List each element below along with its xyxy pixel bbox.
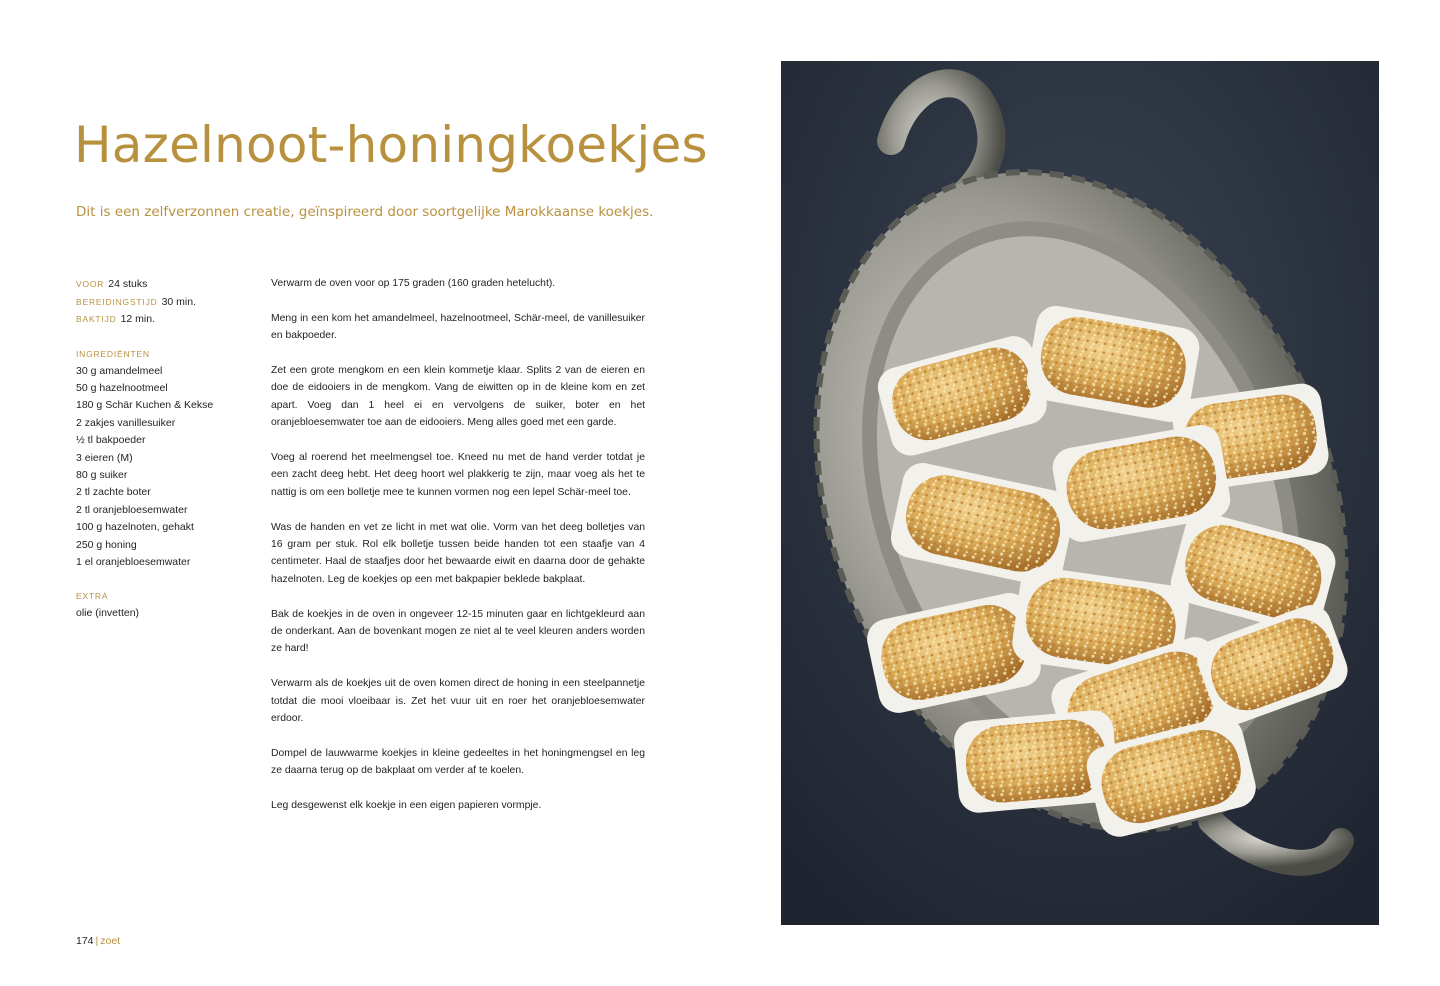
extra-section [76,588,256,622]
method-step: Dompel de lauwwarme koekjes in kleine gedeeltes in het honingmengsel en leg ze daarna terug op de bakplaat om verder af te koelen. [271,747,645,777]
cookies-photo [781,61,1379,925]
servings-row [76,276,256,294]
method-step: Verwarm de oven voor op 175 graden (160 graden hetelucht). [271,278,556,289]
method-steps [271,275,645,832]
ingredient-item: 2 tl oranjebloesemwater [76,503,188,516]
method-step: Zet een grote mengkom en een klein kommetje klaar. Splits 2 van de eieren en doe de eidooiers in de mengkom. Vang de eiwitten op in de kleine kom en zet apart. Voeg dan 1 heel ei en vervolgens de suiker, boter en het oranjebloesemwater toe aan de eidooiers. Meng alles goed met een garde. [271,365,645,429]
bake-time-row [76,311,256,329]
ingredients-list [76,363,256,572]
method-step: Meng in een kom het amandelmeel, hazelnootmeel, Schär-meel, de vanillesuiker en bakpoeder. [271,312,645,342]
ingredient-item: 1 el oranjebloesemwater [76,555,191,568]
recipe-meta [76,276,256,623]
ingredient-item: 250 g honing [76,538,137,551]
prep-time-label: BEREIDINGSTIJD [76,296,158,307]
ingredient-item: 30 g amandelmeel [76,364,163,377]
method-step: Voeg al roerend het meelmengsel toe. Kneed nu met de hand verder totdat je een zacht deeg hebt. Het deeg hoort wel plakkerig te zijn, maar voeg als het te nattig is om een bolletje mee te kunnen vormen nog een lepel Schär-meel toe. [271,452,645,498]
ingredient-item: 2 tl zachte boter [76,486,151,499]
ingredient-item: 100 g hazelnoten, gehakt [76,521,194,534]
method-step: Was de handen en vet ze licht in met wat olie. Vorm van het deeg bolletjes van 16 gram per stuk. Rol elk bolletje tussen beide handen tot een staafje van 4 centimeter. Haal de staafjes door het bewaarde eiwit en daarna door de gehakte hazelnoten. Leg de koekjes op een met bakpapier beklede bakplaat. [271,521,645,585]
recipe-intro: Dit is een zelfverzonnen creatie, geïnspireerd door soortgelijke Marokkaanse koekjes. [76,204,654,220]
extra-heading: EXTRA [76,591,109,602]
extra-list [76,605,256,622]
ingredient-item: 2 zakjes vanillesuiker [76,416,176,429]
ingredients-heading: INGREDIËNTEN [76,348,150,359]
ingredient-item: 3 eieren (M) [76,451,133,464]
method-step: Bak de koekjes in de oven in ongeveer 12-15 minuten gaar en lichtgekleurd aan de onderkant. Aan de bovenkant mogen ze niet al te veel kleuren anders worden ze hard! [271,608,645,655]
recipe-title: Hazelnoot-honingkoekjes [74,116,708,174]
bake-time-value: 12 min. [120,313,155,325]
cookies-on-silver-tray-illustration [781,61,1379,925]
section-name: zoet [100,935,121,947]
ingredient-item: 50 g hazelnootmeel [76,381,168,394]
prep-time-row [76,294,256,312]
method-step: Verwarm als de koekjes uit de oven komen direct de honing in een steelpannetje totdat die mooi vloeibaar is. Zet het vuur uit en roer het oranjebloesemwater erdoor. [271,678,645,725]
ingredients-section [76,346,256,572]
page-number: 174 [76,935,94,947]
servings-label: VOOR [76,279,105,289]
ingredient-item: ½ tl bakpoeder [76,434,146,447]
servings-value: 24 stuks [108,278,148,290]
page-footer [76,935,120,947]
footer-separator: | [95,935,99,947]
extra-item: olie (invetten) [76,607,140,620]
ingredient-item: 180 g Schär Kuchen & Kekse [76,399,214,412]
bake-time-label: BAKTIJD [76,314,117,324]
prep-time-value: 30 min. [161,295,197,308]
method-step: Leg desgewenst elk koekje in een eigen papieren vormpje. [271,800,542,812]
ingredient-item: 80 g suiker [76,468,128,481]
